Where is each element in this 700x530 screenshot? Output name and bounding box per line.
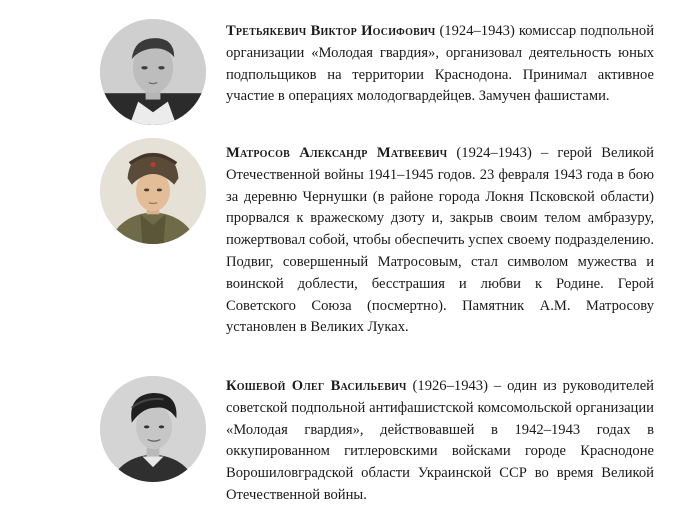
portrait-koshevoy: [100, 376, 206, 482]
bio-description: – один из руководителей советской подпольной антифашистской комсомольской организации «Молодая гвардия», действовавшей в 1942–1943 годах в оккупированном гитлеровскими войсками городе Краснодоне Ворошиловградской области Украинской ССР во время Великой Отечественной войны.: [226, 378, 654, 503]
life-dates: (1924–1943): [435, 23, 515, 39]
portrait-tretyakevich: [100, 19, 206, 125]
bio-text-tretyakevich: [226, 21, 654, 108]
portrait-matrosov: [100, 138, 206, 244]
person-name: Третьякевич Виктор Иосифович: [226, 23, 436, 39]
person-name: Матросов Александр Матвеевич: [226, 145, 448, 161]
person-name: Кошевой Олег Васильевич: [226, 378, 407, 394]
life-dates: (1924–1943): [447, 145, 532, 161]
life-dates: (1926–1943): [406, 378, 488, 394]
bio-text-koshevoy: [226, 376, 654, 507]
bio-description: комиссар подпольной организации «Молодая гвардия», организовал деятельность юных подпольщиков на территории Краснодона. Принимал активное участие в операциях молодогвардейцев. Замучен фашистами.: [226, 23, 654, 105]
bio-description: – герой Великой Отечественной войны 1941–1945 годов. 23 февраля 1943 года в бою за деревню Чернушки (в районе города Локня Псковской области) прорвался к вражескому дзоту и, закрыв своим телом амбразуру, пожертвовал собой, чтобы обеспечить успех своему подразделению. Подвиг, совершенный Матросовым, стал символом мужества и воинской доблести, бесстрашия и любви к Родине. Герой Советского Союза (посмертно). Памятник А.М. Матросову установлен в Великих Луках.: [226, 145, 654, 336]
bio-text-matrosov: [226, 143, 654, 339]
